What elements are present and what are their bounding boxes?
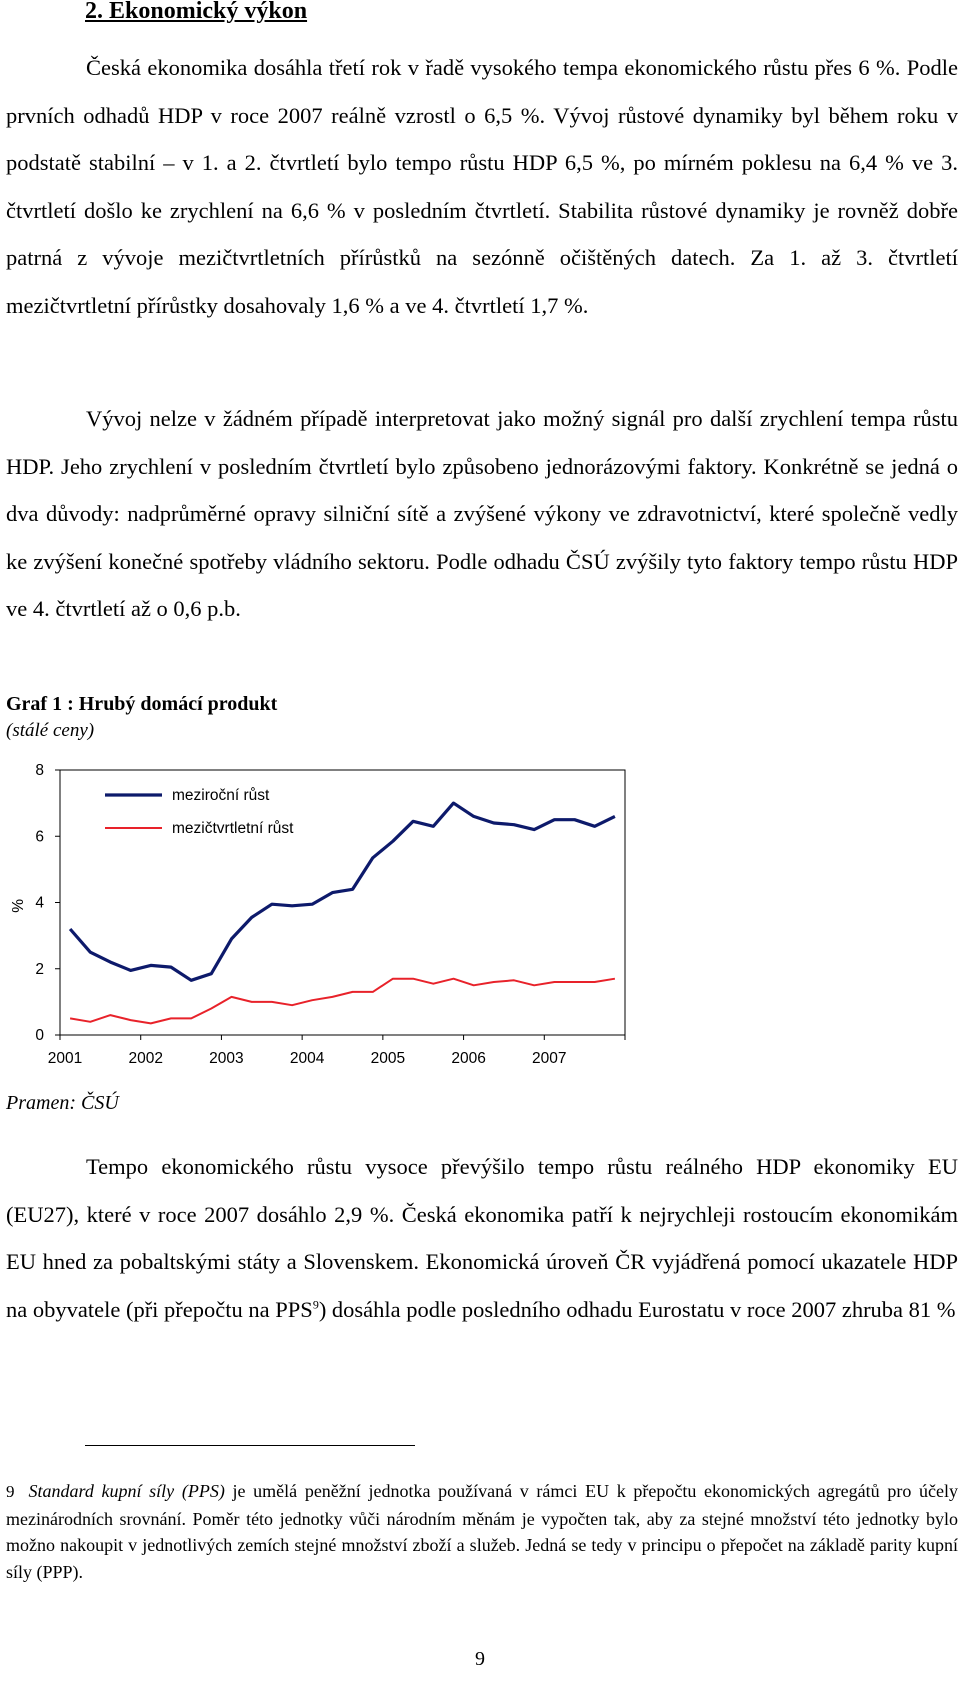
y-tick-label: 6	[35, 828, 44, 846]
paragraph-eu-comparison-text-end: ) dosáhla podle posledního odhadu Eurostatu v roce 2007 zhruba 81 %	[318, 1296, 956, 1322]
footnote-text: je umělá peněžní jednotka používaná v rámci EU k přepočtu ekonomických agregátů pro účely mezinárodních srovnání. Poměr této jednotky vůči národním měnám je vypočten tak, aby za stejné množství této jednotky bylo možno nakoupit v jednotlivých zemích stejné množství zboží a služeb. Jedná se tedy v principu o přepočet na základě parity kupní síly (PPP).	[6, 1481, 958, 1582]
y-tick-label: 8	[35, 762, 44, 779]
x-tick-label: 2007	[532, 1050, 567, 1067]
x-tick-label: 2002	[128, 1050, 163, 1067]
y-tick-label: 2	[35, 960, 44, 978]
figure-source: Pramen: ČSÚ	[6, 1092, 119, 1114]
y-tick-label: 0	[35, 1027, 44, 1044]
y-tick-label: 4	[35, 894, 44, 912]
figure-subtitle: (stálé ceny)	[6, 720, 95, 741]
gdp-line-chart	[0, 750, 960, 1095]
footnote-term: Standard kupní síly (PPS)	[28, 1481, 225, 1501]
x-tick-label: 2003	[209, 1050, 244, 1067]
paragraph-growth-rate: Česká ekonomika dosáhla třetí rok v řadě vysokého tempa ekonomického růstu přes 6 %. Podle prvních odhadů HDP v roce 2007 reálně vzrostl o 6,5 %. Vývoj růstové dynamiky byl během roku v podstatě stabilní – v 1. a 2. čtvrtletí bylo tempo růstu HDP 6,5 %, po mírném poklesu na 6,4 % ve 3. čtvrtletí došlo ke zrychlení na 6,6 % v posledním čtvrtletí. Stabilita růstové dynamiky je rovněž dobře patrná z vývoje mezičtvrtletních přírůstků na sezónně očištěných datech. Za 1. až 3. čtvrtletí mezičtvrtletní přírůstky dosahovaly 1,6 % a ve 4. čtvrtletí 1,7 %.	[6, 55, 958, 318]
footnote-separator	[85, 1445, 415, 1446]
footnote	[6, 1478, 958, 1585]
legend-label: mezičtvrtletní růst	[172, 820, 294, 837]
x-tick-label: 2005	[370, 1050, 406, 1067]
section-heading: 2. Ekonomický výkon	[85, 0, 308, 24]
paragraph-eu-comparison-text: Tempo ekonomického růstu vysoce převýšilo tempo růstu reálného HDP ekonomiky EU (EU27), které v roce 2007 dosáhlo 2,9 %. Česká ekonomika patří k nejrychleji rostoucím ekonomikám EU hned za pobaltskými státy a Slovenskem. Ekonomická úroveň ČR vyjádřená pomocí ukazatele HDP na obyvatele (při přepočtu na PPS	[6, 1154, 958, 1322]
x-tick-label: 2004	[289, 1050, 325, 1067]
legend-label: meziroční růst	[172, 787, 270, 804]
x-tick-label: 2006	[451, 1050, 486, 1067]
footnote-reference[interactable]: 9	[312, 1297, 319, 1311]
plot-area	[10, 762, 625, 1067]
page-number: 9	[475, 1648, 485, 1670]
footnote-mark: 9	[6, 1482, 15, 1501]
x-tick-label: 2001	[47, 1050, 83, 1067]
y-axis-label: %	[10, 898, 27, 913]
figure-title: Graf 1 : Hrubý domácí produkt	[6, 693, 278, 715]
paragraph-one-off-factors: Vývoj nelze v žádném případě interpretovat jako možný signál pro další zrychlení tempa růstu HDP. Jeho zrychlení v posledním čtvrtletí bylo způsobeno jednorázovými faktory. Konkrétně se jedná o dva důvody: nadprůměrné opravy silniční sítě a zvýšené výkony ve zdravotnictví, které společně vedly ke zvýšení konečné spotřeby vládního sektoru. Podle odhadu ČSÚ zvýšily tyto faktory tempo růstu HDP ve 4. čtvrtletí až o 0,6 p.b.	[6, 406, 958, 621]
series-line-qoq	[70, 979, 615, 1024]
series-line-yoy	[70, 803, 615, 980]
paragraph-eu-comparison	[6, 1143, 958, 1333]
